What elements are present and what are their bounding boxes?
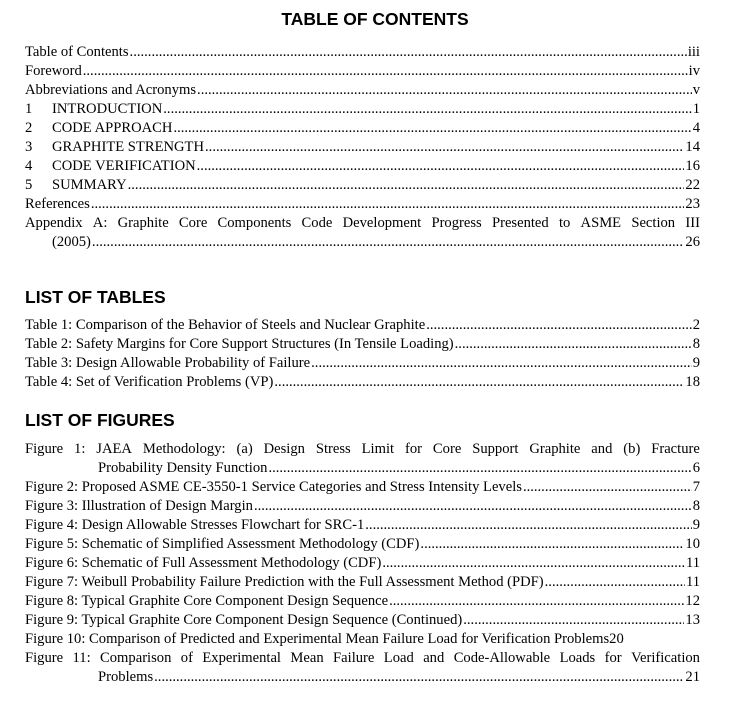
- toc-entry-page: 16: [685, 158, 700, 174]
- toc-entry-page: 14: [685, 139, 700, 155]
- dot-leader: [173, 119, 691, 138]
- figure-entry[interactable]: [25, 554, 700, 573]
- table-entry-label: Table 1: Comparison of the Behavior of Steels and Nuclear Graphite: [25, 317, 426, 333]
- toc-entry[interactable]: [25, 195, 700, 214]
- table-entry[interactable]: [25, 354, 700, 373]
- word: and: [423, 650, 445, 666]
- table-entry-page: 2: [692, 317, 700, 333]
- figure-entry-page: 7: [692, 479, 700, 495]
- figure-entry-label: Probability Density Function: [98, 460, 268, 476]
- toc-entry-number: 1: [25, 101, 33, 117]
- word: Section: [631, 215, 676, 231]
- table-entry-page: 9: [692, 355, 700, 371]
- dot-leader: [523, 478, 692, 497]
- toc-entry-number: 2: [25, 120, 33, 136]
- word: Stress: [315, 441, 351, 457]
- word: Design: [263, 441, 305, 457]
- word: (a): [236, 441, 253, 457]
- toc-entry[interactable]: [25, 138, 700, 157]
- word: Fracture: [651, 441, 700, 457]
- table-entry-page: 8: [692, 336, 700, 352]
- toc-entry-label: INTRODUCTION: [52, 101, 163, 117]
- toc-entry-label: Table of Contents: [25, 44, 129, 60]
- figure-entry[interactable]: [25, 649, 700, 687]
- toc-entry[interactable]: [25, 43, 700, 62]
- toc-entry-page: 1: [692, 101, 700, 117]
- word: for: [404, 441, 423, 457]
- table-entry[interactable]: [25, 335, 700, 354]
- dot-leader: [463, 611, 684, 630]
- toc-entry-label: Foreword: [25, 63, 82, 79]
- word: Support: [472, 441, 519, 457]
- dot-leader: [426, 316, 692, 335]
- dot-leader: [83, 62, 688, 81]
- toc-entry[interactable]: [25, 119, 700, 138]
- toc-entry-page: 22: [685, 177, 700, 193]
- toc-entry-label: SUMMARY: [52, 177, 127, 193]
- dot-leader: [154, 668, 684, 687]
- figure-entry-label: Figure 7: Weibull Probability Failure Prediction with the Full Assessment Method (PDF): [25, 574, 544, 590]
- list-of-tables-heading: LIST OF TABLES: [25, 287, 166, 307]
- figure-entry-label: Figure 3: Illustration of Design Margin: [25, 498, 253, 514]
- figure-entry-page: 20: [609, 631, 624, 647]
- word: Comparison: [100, 650, 172, 666]
- word: Core: [432, 441, 462, 457]
- word: of: [180, 650, 193, 666]
- dot-leader: [254, 497, 692, 516]
- word: Mean: [290, 650, 324, 666]
- figure-entry-page: 10: [685, 536, 700, 552]
- table-entry-label: Table 4: Set of Verification Problems (VP): [25, 374, 274, 390]
- dot-leader: [128, 176, 685, 195]
- dot-leader: [197, 81, 692, 100]
- dot-leader: [205, 138, 684, 157]
- word: Graphite: [529, 441, 581, 457]
- toc-entry-label: Abbreviations and Acronyms: [25, 82, 197, 98]
- toc-entry-page: 26: [685, 234, 700, 250]
- word: to: [558, 215, 571, 231]
- figure-entry-label: Figure 5: Schematic of Simplified Assessment Methodology (CDF): [25, 536, 420, 552]
- dot-leader: [311, 354, 692, 373]
- table-entry-page: 18: [685, 374, 700, 390]
- figure-entry-label: Figure 6: Schematic of Full Assessment Methodology (CDF): [25, 555, 382, 571]
- figure-entry[interactable]: [25, 478, 700, 497]
- toc-heading: TABLE OF CONTENTS: [281, 9, 469, 29]
- figure-entry-line: [25, 649, 700, 668]
- word: Presented: [491, 215, 549, 231]
- figure-entry[interactable]: [25, 535, 700, 554]
- figure-entry-page: 12: [685, 593, 700, 609]
- figure-entry-label: Figure 4: Design Allowable Stresses Flowchart for SRC-1: [25, 517, 365, 533]
- figure-entry-label: Figure 10: Comparison of Predicted and Experimental Mean Failure Load for Verification Problems: [25, 631, 610, 647]
- figure-entry[interactable]: [25, 592, 700, 611]
- dot-leader: [197, 157, 685, 176]
- figure-entry-label: Figure 9: Typical Graphite Core Component Design Sequence (Continued): [25, 612, 463, 628]
- word: and: [591, 441, 613, 457]
- figure-entry[interactable]: [25, 573, 700, 592]
- figure-entry-page: 21: [685, 669, 700, 685]
- figure-entry-page: 6: [692, 460, 700, 476]
- figure-entry-page: 11: [685, 555, 700, 571]
- toc-entry-appendix-line: [25, 214, 700, 233]
- word: Load: [383, 650, 414, 666]
- word: Methodology:: [142, 441, 226, 457]
- toc-entry[interactable]: [25, 100, 700, 119]
- dot-leader: [365, 516, 691, 535]
- word: Failure: [333, 650, 375, 666]
- word: Loads: [559, 650, 596, 666]
- toc-entry-label: GRAPHITE STRENGTH: [52, 139, 205, 155]
- table-entry-label: Table 3: Design Allowable Probability of Failure: [25, 355, 311, 371]
- toc-entry-page: 23: [685, 196, 700, 212]
- toc-entry-label: (2005): [52, 234, 91, 250]
- list-of-figures-heading: LIST OF FIGURES: [25, 410, 175, 430]
- word: Code-Allowable: [453, 650, 551, 666]
- toc-entry-label: CODE APPROACH: [52, 120, 173, 136]
- dot-leader: [455, 335, 692, 354]
- word: Verification: [631, 650, 700, 666]
- figure-entry[interactable]: [25, 497, 700, 516]
- figure-entry-line: [25, 440, 700, 459]
- word: JAEA: [96, 441, 132, 457]
- dot-leader: [268, 459, 691, 478]
- figure-entry-page: 8: [692, 498, 700, 514]
- toc-entry[interactable]: [25, 62, 700, 81]
- dot-leader: [274, 373, 684, 392]
- table-entry[interactable]: [25, 316, 700, 335]
- figure-entry-page: 13: [685, 612, 700, 628]
- dot-leader: [389, 592, 684, 611]
- word: Graphite: [117, 215, 169, 231]
- figure-entry-page: 9: [692, 517, 700, 533]
- tables-list: [25, 316, 700, 392]
- dot-leader: [130, 43, 687, 62]
- toc-entry-number: 4: [25, 158, 33, 174]
- word: for: [604, 650, 622, 666]
- table-entry[interactable]: [25, 373, 700, 392]
- dot-leader: [382, 554, 685, 573]
- figure-entry[interactable]: [25, 516, 700, 535]
- figure-entry-label: Figure 8: Typical Graphite Core Component Design Sequence: [25, 593, 389, 609]
- figure-entry[interactable]: [25, 630, 700, 649]
- toc-entry[interactable]: [25, 157, 700, 176]
- word: Development: [342, 215, 422, 231]
- dot-leader: [420, 535, 684, 554]
- figures-list: [25, 440, 700, 687]
- dot-leader: [92, 233, 684, 252]
- toc-entry-page: iv: [688, 63, 700, 79]
- word: Appendix: [25, 215, 83, 231]
- toc-entry-label: References: [25, 196, 90, 212]
- toc-entry-page: v: [692, 82, 700, 98]
- word: Figure: [25, 441, 64, 457]
- toc-entry[interactable]: [25, 81, 700, 100]
- figure-entry[interactable]: [25, 440, 700, 478]
- word: Experimental: [202, 650, 281, 666]
- figure-entry[interactable]: [25, 611, 700, 630]
- toc-entry-label: CODE VERIFICATION: [52, 158, 196, 174]
- dot-leader: [91, 195, 685, 214]
- word: III: [685, 215, 700, 231]
- toc-entry-page: iii: [687, 44, 700, 60]
- word: Core: [178, 215, 208, 231]
- figure-entry-page: 11: [685, 574, 700, 590]
- word: ASME: [580, 215, 622, 231]
- word: Progress: [431, 215, 482, 231]
- toc-list: [25, 43, 700, 252]
- word: A:: [92, 215, 108, 231]
- toc-entry-number: 5: [25, 177, 33, 193]
- toc-entry-number: 3: [25, 139, 33, 155]
- word: Components: [217, 215, 292, 231]
- word: Code: [301, 215, 333, 231]
- toc-entry-appendix[interactable]: [25, 214, 700, 252]
- table-entry-label: Table 2: Safety Margins for Core Support Structures (In Tensile Loading): [25, 336, 454, 352]
- figure-entry-label: Figure 2: Proposed ASME CE-3550-1 Service Categories and Stress Intensity Levels: [25, 479, 522, 495]
- toc-entry[interactable]: [25, 176, 700, 195]
- toc-entry-page: 4: [692, 120, 700, 136]
- word: 1:: [74, 441, 86, 457]
- word: Figure: [25, 650, 64, 666]
- figure-entry-label: Problems: [98, 669, 154, 685]
- dot-leader: [545, 573, 685, 592]
- word: 11:: [72, 650, 91, 666]
- dot-leader: [163, 100, 691, 119]
- word: (b): [623, 441, 641, 457]
- word: Limit: [361, 441, 395, 457]
